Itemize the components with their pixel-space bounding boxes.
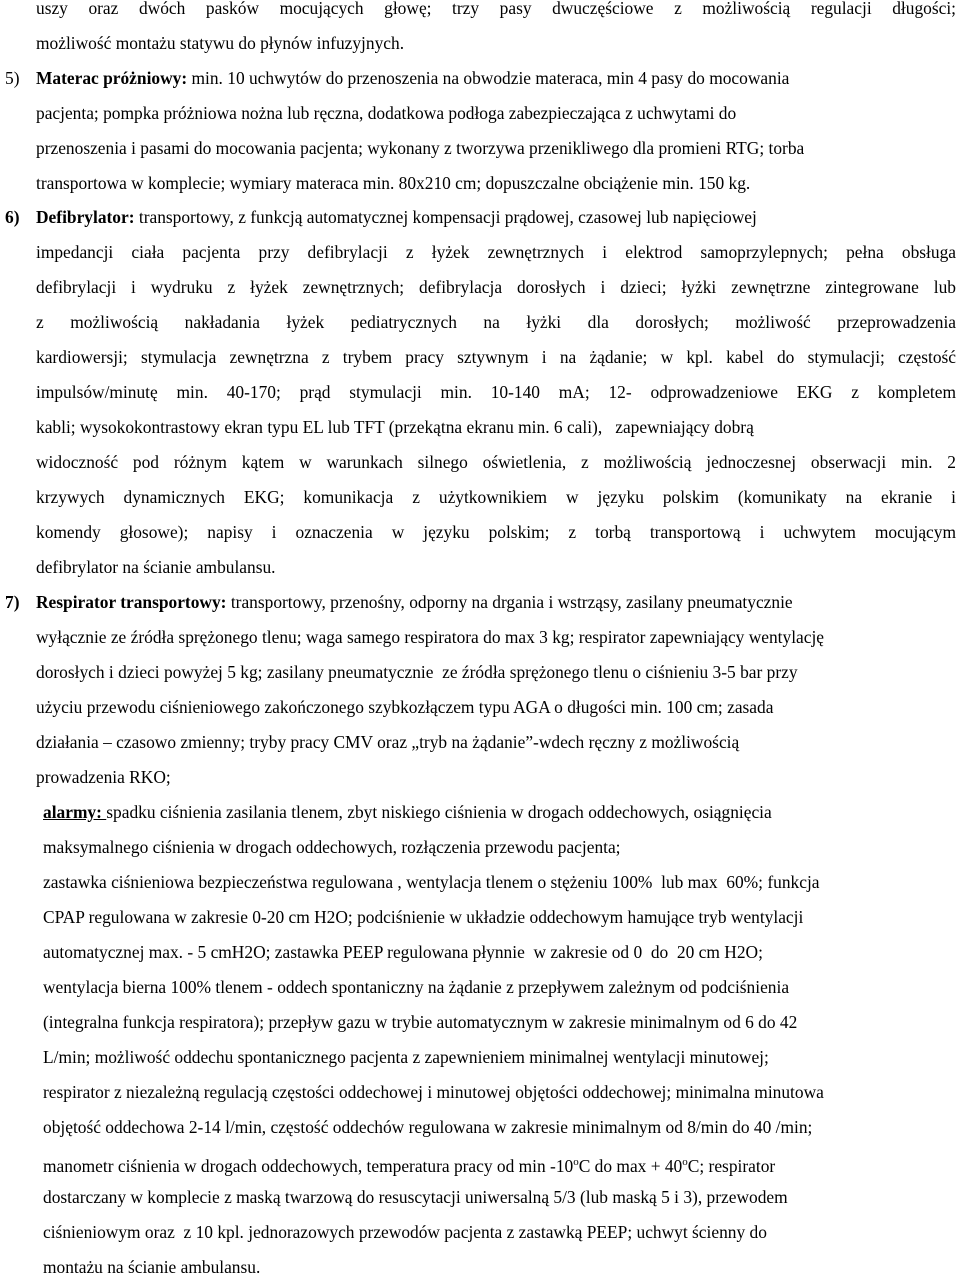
item-text: spadku ciśnienia zasilania tlenem, zbyt niskiego ciśnienia w drogach oddechowych, osiągnięcia — [106, 802, 772, 822]
item-heading: Materac próżniowy: — [36, 68, 188, 88]
text-line: pacjenta; pompka próżniowa nożna lub ręczna, dodatkowa podłoga zabezpieczająca z uchwytami do — [36, 103, 737, 123]
item-heading: Respirator transportowy: — [36, 592, 227, 612]
degree-sup: o — [682, 1156, 688, 1168]
text-line: przenoszenia i pasami do mocowania pacjenta; wykonany z tworzywa przenikliwego dla promieni RTG; torba — [36, 138, 805, 158]
degree-sup: o — [573, 1156, 579, 1168]
text-line: działania – czasowo zmienny; tryby pracy CMV oraz „tryb na żądanie”-wdech ręczny z możliwością — [36, 732, 740, 752]
item-number: 6) — [5, 207, 20, 227]
text-line: zastawka ciśnieniowa bezpieczeństwa regulowana , wentylacja tlenem o stężeniu 100% lub max 60%; funkcja — [43, 872, 820, 892]
temperature-line — [43, 1151, 776, 1176]
item-6-line — [36, 206, 757, 228]
text-line: ciśnieniowym oraz z 10 kpl. jednorazowych przewodów pacjenta z zastawką PEEP; uchwyt ścienny do — [43, 1222, 767, 1242]
text-line: objętość oddechowa 2-14 l/min, częstość oddechów regulowana w zakresie minimalnym od 8/min do 40 /min; — [43, 1117, 813, 1137]
text-line: krzywych dynamicznych EKG; komunikacja z użytkownikiem w języku polskim (komunikaty na ekranie i — [36, 487, 956, 507]
text-line: (integralna funkcja respiratora); przepływ gazu w trybie automatycznym w zakresie minimalnym od 6 do 42 — [43, 1012, 798, 1032]
text-line: możliwość montażu statywu do płynów infuzyjnych. — [36, 33, 405, 53]
item-number: 5) — [5, 68, 20, 88]
item-heading: Defibrylator: — [36, 207, 135, 227]
text-line: wyłącznie ze źródła sprężonego tlenu; waga samego respiratora do max 3 kg; respirator zapewniający wentylację — [36, 627, 825, 647]
text-line: defibrylator na ścianie ambulansu. — [36, 557, 276, 577]
text-line: L/min; możliwość oddechu spontanicznego pacjenta z zapewnieniem minimalnej wentylacji minutowej; — [43, 1047, 769, 1067]
item-text: min. 10 uchwytów do przenoszenia na obwodzie materaca, min 4 pasy do mocowania — [187, 68, 790, 88]
text-line: impulsów/minutę min. 40-170; prąd stymulacji min. 10-140 mA; 12- odprowadzeniowe EKG z kompletem — [36, 382, 956, 402]
item-text: transportowy, z funkcją automatycznej kompensacji prądowej, czasowej lub napięciowej — [134, 207, 757, 227]
text-line: transportowa w komplecie; wymiary materaca min. 80x210 cm; dopuszczalne obciążenie min. 150 kg. — [36, 173, 751, 193]
text-line: automatycznej max. - 5 cmH2O; zastawka PEEP regulowana płynnie w zakresie od 0 do 20 cm H2O; — [43, 942, 763, 962]
text-line: montażu na ścianie ambulansu. — [43, 1257, 261, 1277]
alarms-label: alarmy: — [43, 802, 107, 822]
alarms-line — [43, 801, 772, 823]
text-line: kardiowersji; stymulacja zewnętrzna z trybem pracy sztywnym i na żądanie; w kpl. kabel do stymulacji; częstość — [36, 347, 956, 367]
item-5-line — [36, 67, 789, 89]
text-line: komendy głosowe); napisy i oznaczenia w języku polskim; z torbą transportową i uchwytem mocującym — [36, 522, 956, 542]
item-text: manometr ciśnienia w drogach oddechowych, temperatura pracy od min -10 — [43, 1155, 574, 1176]
item-7-line — [36, 591, 793, 613]
item-text: C do max + 40 — [578, 1155, 683, 1176]
text-line: dostarczany w komplecie z maską twarzową do resuscytacji uniwersalną 5/3 (lub maską 5 i 3), przewodem — [43, 1187, 788, 1207]
text-line: użyciu przewodu ciśnieniowego zakończonego szybkozłączem typu AGA o długości min. 100 cm; zasada — [36, 697, 774, 717]
text-line: kabli; wysokokontrastowy ekran typu EL lub TFT (przekątna ekranu min. 6 cali), zapewniający dobrą — [36, 417, 754, 437]
text-line: dorosłych i dzieci powyżej 5 kg; zasilany pneumatycznie ze źródła sprężonego tlenu o ciśnieniu 3-5 bar przy — [36, 662, 798, 682]
text-line: defibrylacji i wydruku z łyżek zewnętrznych; defibrylacja dorosłych i dzieci; łyżki zewnętrzne zintegrowane lub — [36, 277, 956, 297]
text-line: respirator z niezależną regulacją częstości oddechowej i minutowej objętości oddechowej; minimalna minutowa — [43, 1082, 824, 1102]
text-line: maksymalnego ciśnienia w drogach oddechowych, rozłączenia przewodu pacjenta; — [43, 837, 621, 857]
text-line: impedancji ciała pacjenta przy defibrylacji z łyżek zewnętrznych i elektrod samoprzylepnych; pełna obsługa — [36, 242, 956, 262]
item-text: C; respirator — [687, 1155, 776, 1176]
item-text: transportowy, przenośny, odporny na drgania i wstrząsy, zasilany pneumatycznie — [226, 592, 793, 612]
text-line: widoczność pod różnym kątem w warunkach silnego oświetlenia, z możliwością jednoczesnej obserwacji min. 2 — [36, 452, 956, 472]
text-line: uszy oraz dwóch pasków mocujących głowę; trzy pasy dwuczęściowe z możliwością regulacji długości; — [36, 0, 956, 18]
text-line: z możliwością nakładania łyżek pediatrycznych na łyżki dla dorosłych; możliwość przeprowadzenia — [36, 312, 956, 332]
text-line: wentylacja bierna 100% tlenem - oddech spontaniczny na żądanie z przepływem zależnym od podciśnienia — [43, 977, 790, 997]
text-line: CPAP regulowana w zakresie 0-20 cm H2O; podciśnienie w układzie oddechowym hamujące tryb wentylacji — [43, 907, 804, 927]
item-number: 7) — [5, 592, 20, 612]
text-line: prowadzenia RKO; — [36, 767, 171, 787]
